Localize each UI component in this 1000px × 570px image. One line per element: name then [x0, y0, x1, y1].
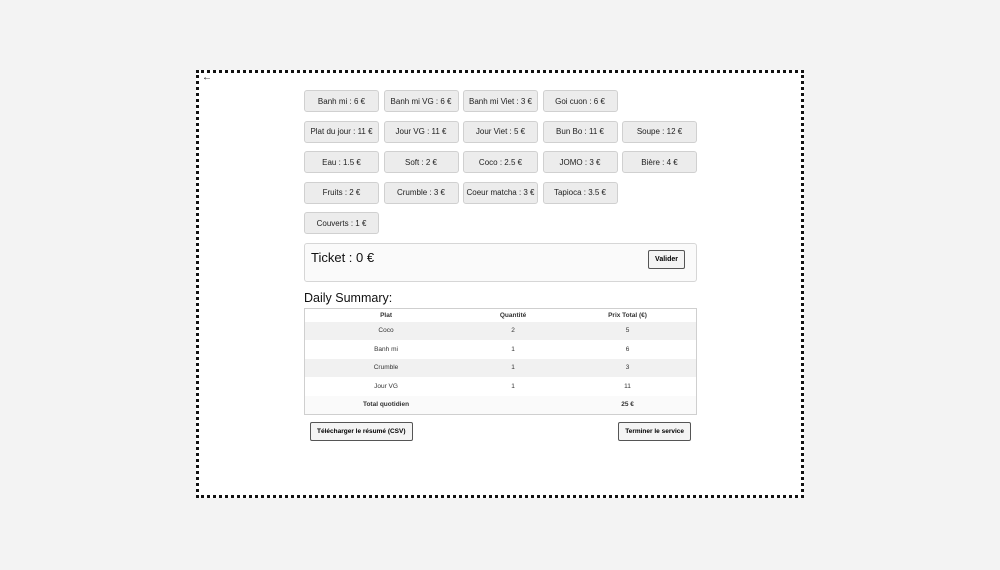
cell-prix: 3: [559, 359, 696, 378]
menu-item-jour-vg[interactable]: Jour VG : 11 €: [384, 121, 459, 143]
summary-table: [304, 308, 697, 416]
total-label: Total quotidien: [305, 396, 468, 415]
finish-service-button[interactable]: Terminer le service: [618, 422, 691, 441]
menu-item-coco[interactable]: Coco : 2.5 €: [463, 151, 538, 173]
menu-item-bun-bo[interactable]: Bun Bo : 11 €: [543, 121, 618, 143]
table-row: [305, 377, 697, 396]
table-header-row: [305, 308, 697, 322]
total-value: 25 €: [559, 396, 696, 415]
column-header-prix: Prix Total (€): [608, 311, 647, 319]
menu-item-fruits[interactable]: Fruits : 2 €: [304, 182, 379, 204]
menu-item-coeur-matcha[interactable]: Coeur matcha : 3 €: [463, 182, 538, 204]
cell-quantite: 2: [467, 322, 559, 341]
menu-item-couverts[interactable]: Couverts : 1 €: [304, 212, 379, 234]
table-row: [305, 322, 697, 341]
menu-item-biere[interactable]: Bière : 4 €: [622, 151, 697, 173]
menu-item-plat-du-jour[interactable]: Plat du jour : 11 €: [304, 121, 379, 143]
ticket-total: Ticket : 0 €: [311, 249, 375, 265]
table-row: [305, 359, 697, 378]
cell-quantite: 1: [467, 340, 559, 359]
menu-item-tapioca[interactable]: Tapioca : 3.5 €: [543, 182, 618, 204]
summary-title: Daily Summary:: [304, 290, 393, 305]
menu-item-eau[interactable]: Eau : 1.5 €: [304, 151, 379, 173]
download-csv-button[interactable]: Télécharger le résumé (CSV): [310, 422, 413, 441]
menu-grid: [304, 90, 697, 234]
column-header-plat: Plat: [380, 311, 392, 319]
menu-item-banh-mi[interactable]: Banh mi : 6 €: [304, 90, 379, 112]
menu-item-soupe[interactable]: Soupe : 12 €: [622, 121, 697, 143]
column-header-quantite: Quantité: [499, 311, 527, 319]
main-content: [304, 90, 697, 444]
table-row: [305, 340, 697, 359]
cell-quantite: 1: [467, 377, 559, 396]
cell-quantite: 1: [467, 359, 559, 378]
menu-item-banh-mi-viet[interactable]: Banh mi Viet : 3 €: [463, 90, 538, 112]
menu-item-jomo[interactable]: JOMO : 3 €: [543, 151, 618, 173]
cell-plat: Crumble: [305, 359, 468, 378]
cell-prix: 5: [559, 322, 696, 341]
cell-plat: Coco: [305, 322, 468, 341]
app-frame: [196, 70, 804, 498]
menu-item-jour-viet[interactable]: Jour Viet : 5 €: [463, 121, 538, 143]
total-quantite-empty: [467, 396, 559, 415]
back-arrow-icon[interactable]: ←: [202, 72, 212, 83]
table-total-row: [305, 396, 697, 415]
cell-prix: 6: [559, 340, 696, 359]
cell-plat: Jour VG: [305, 377, 468, 396]
cell-plat: Banh mi: [305, 340, 468, 359]
actions-bar: [304, 422, 697, 444]
menu-item-banh-mi-vg[interactable]: Banh mi VG : 6 €: [384, 90, 459, 112]
menu-item-crumble[interactable]: Crumble : 3 €: [384, 182, 459, 204]
menu-grid-spacer: [622, 90, 697, 112]
cell-prix: 11: [559, 377, 696, 396]
ticket-panel: [304, 243, 697, 282]
validate-button[interactable]: Valider: [648, 250, 685, 269]
menu-item-goi-cuon[interactable]: Goi cuon : 6 €: [543, 90, 618, 112]
menu-grid-spacer: [622, 182, 697, 204]
menu-item-soft[interactable]: Soft : 2 €: [384, 151, 459, 173]
